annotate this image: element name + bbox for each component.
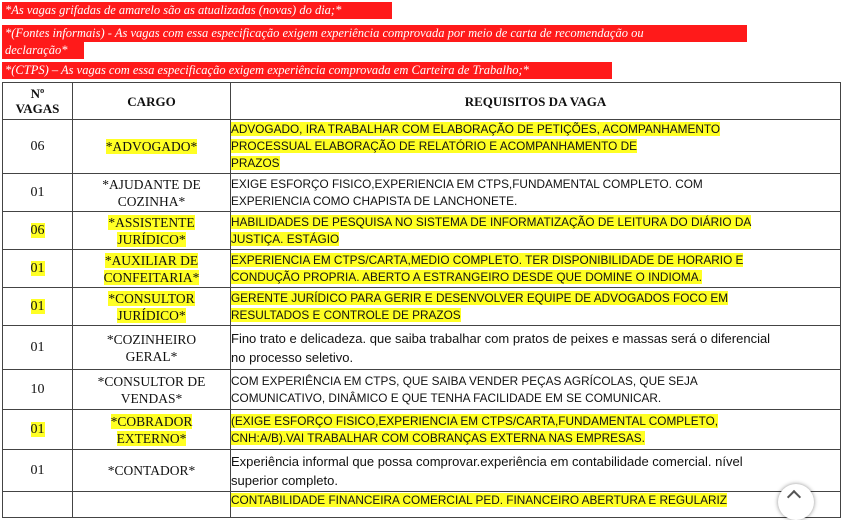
cargo-line: *ASSISTENTE (108, 214, 195, 230)
table-row (3, 326, 841, 370)
requisitos-cell (231, 492, 841, 518)
req-line: JUSTIÇA. ESTÁGIO (231, 231, 340, 246)
vagas-count-text: 01 (30, 298, 45, 314)
scroll-to-top-button[interactable] (778, 484, 814, 520)
table-row (3, 250, 841, 288)
cargo-cell (73, 370, 231, 410)
vagas-count (3, 326, 73, 370)
requisitos-cell (231, 326, 841, 370)
cargo-line: *ADVOGADO* (105, 139, 198, 154)
requisitos-cell (231, 450, 841, 492)
header-cargo: CARGO (73, 83, 231, 120)
req-line: GERENTE JURÍDICO PARA GERIR E DESENVOLVER EQUIPE DE ADVOGADOS FOCO EM (231, 290, 729, 305)
vagas-count-text: 01 (30, 339, 45, 355)
table-row (3, 370, 841, 410)
cargo-cell (73, 450, 231, 492)
requisitos-cell (231, 174, 841, 212)
cargo-cell (73, 120, 231, 174)
cargo-cell (73, 250, 231, 288)
cargo-line: EXTERNO* (116, 430, 187, 446)
note-informal-sources: *(Fontes informais) - As vagas com essa especificação exigem experiência comprovada por meio de carta de recomendação ou (2, 25, 747, 42)
table-header-row (3, 83, 841, 120)
req-line: PRAZOS (231, 156, 280, 170)
req-line: (EXIGE ESFORÇO FISICO,EXPERIENCIA EM CTPS/CARTA,FUNDAMENTAL COMPLETO, (231, 413, 719, 428)
req-line: PROCESSUAL ELABORAÇÃO DE RELATÓRIO E ACOMPANHAMENTO DE (231, 139, 637, 153)
req-line: ADVOGADO, IRA TRABALHAR COM ELABORAÇÃO DE PETIÇÕES, ACOMPANHAMENTO (231, 122, 721, 136)
vagas-count-text: 01 (30, 184, 45, 200)
vagas-count-text: 01 (30, 260, 45, 276)
req-line: CNH:A/B).VAI TRABALHAR COM COBRANÇAS EXTERNA NAS EMPRESAS. (231, 430, 645, 445)
vagas-count (3, 250, 73, 288)
table-row (3, 492, 841, 518)
cargo-line: GERAL* (125, 348, 178, 364)
cargo-line: *AJUDANTE DE (102, 176, 201, 192)
vagas-count (3, 120, 73, 174)
vagas-count-text: 01 (30, 462, 45, 478)
cargo-line: CONFEITARIA* (103, 269, 200, 285)
vagas-count (3, 410, 73, 450)
cargo-line: COZINHA* (117, 193, 186, 209)
cargo-cell (73, 410, 231, 450)
cargo-line: *CONSULTOR (108, 290, 195, 306)
header-requisitos: REQUISITOS DA VAGA (231, 83, 841, 120)
header-num-line2: VAGAS (15, 101, 60, 116)
req-line: superior completo. (231, 472, 338, 488)
chevron-up-icon (787, 490, 801, 504)
req-line: RESULTADOS E CONTROLE DE PRAZOS (231, 307, 461, 322)
cargo-line: *COBRADOR (110, 413, 193, 429)
req-line: COMUNICATIVO, DINÂMICO E QUE TENHA FACILIDADE EM SE COMUNICAR. (231, 390, 662, 405)
table-row (3, 288, 841, 326)
cargo-cell (73, 174, 231, 212)
req-line: EXPERIENCIA COMO CHAPISTA DE LANCHONETE. (231, 193, 518, 208)
table-row (3, 212, 841, 250)
table-row (3, 410, 841, 450)
vacancies-table (2, 82, 841, 518)
table-row (3, 450, 841, 492)
req-line: HABILIDADES DE PESQUISA NO SISTEMA DE INFORMATIZAÇÃO DE LEITURA DO DIÁRIO DA (231, 214, 752, 229)
vagas-count (3, 492, 73, 518)
cargo-line: *COZINHEIRO (106, 331, 197, 347)
req-line: CONTABILIDADE FINANCEIRA COMERCIAL PED. FINANCEIRO ABERTURA E REGULARIZ (231, 493, 727, 507)
header-num-line1: Nº (30, 86, 45, 101)
vagas-count (3, 370, 73, 410)
requisitos-cell (231, 250, 841, 288)
vagas-count (3, 450, 73, 492)
cargo-line: *AUXILIAR DE (104, 252, 199, 268)
req-line: CONDUÇÃO PROPRIA. ABERTO A ESTRANGEIRO DESDE QUE DOMINE O INDIOMA. (231, 269, 702, 284)
header-num-vagas (3, 83, 73, 120)
vagas-count-text: 06 (30, 138, 45, 154)
vagas-count (3, 174, 73, 212)
table-row (3, 174, 841, 212)
requisitos-cell (231, 370, 841, 410)
vagas-count-text: 01 (30, 421, 45, 437)
cargo-line: *CONSULTOR DE (97, 373, 206, 389)
cargo-cell (73, 326, 231, 370)
note-informal-sources-cont: declaração* (2, 42, 84, 59)
requisitos-cell (231, 410, 841, 450)
vagas-count-text: 06 (30, 222, 45, 238)
cargo-line: VENDAS* (120, 390, 183, 406)
cargo-cell (73, 212, 231, 250)
cargo-cell (73, 492, 231, 518)
requisitos-cell (231, 212, 841, 250)
cargo-line: JURÍDICO* (117, 231, 186, 247)
cargo-line: *CONTADOR* (107, 463, 196, 478)
req-line: EXIGE ESFORÇO FISICO,EXPERIENCIA EM CTPS,FUNDAMENTAL COMPLETO. COM (231, 176, 703, 191)
req-line: Experiência informal que possa comprovar.experiência em contabilidade comercial. nível (231, 453, 743, 469)
requisitos-cell (231, 288, 841, 326)
vagas-count-text: 10 (30, 381, 45, 397)
req-line: no processo seletivo. (231, 349, 354, 365)
cargo-cell (73, 288, 231, 326)
vagas-count (3, 288, 73, 326)
req-line: Fino trato e delicadeza. que saiba trabalhar com pratos de peixes e massas será o diferencial (231, 330, 771, 346)
table-row (3, 120, 841, 174)
note-highlight-legend: *As vagas grifadas de amarelo são as atualizadas (novas) do dia;* (2, 2, 392, 19)
req-line: COM EXPERIÊNCIA EM CTPS, QUE SAIBA VENDER PEÇAS AGRÍCOLAS, QUE SEJA (231, 373, 698, 388)
cargo-line: JURÍDICO* (117, 307, 186, 323)
req-line: EXPERIENCIA EM CTPS/CARTA,MEDIO COMPLETO. TER DISPONIBILIDADE DE HORARIO E (231, 252, 744, 267)
requisitos-cell (231, 120, 841, 174)
vagas-count (3, 212, 73, 250)
note-ctps: *(CTPS) – As vagas com essa especificação exigem experiência comprovada em Carteira de Trabalho;* (2, 62, 612, 79)
